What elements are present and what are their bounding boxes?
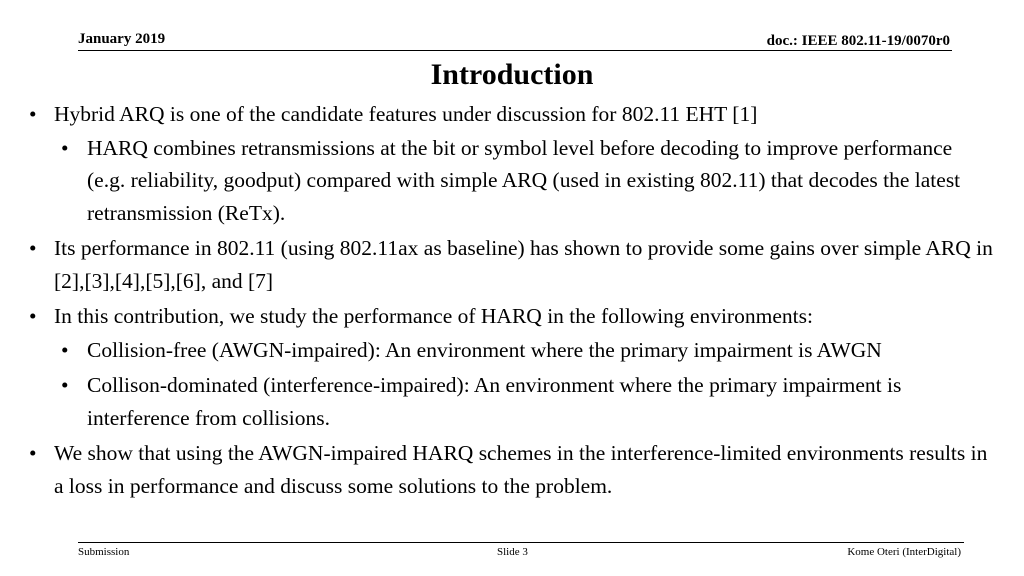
bullet-text: Collison-dominated (interference-impaired): An environment where the primary impairment is interference from collisions. — [87, 373, 902, 430]
bullet-text: Its performance in 802.11 (using 802.11ax as baseline) has shown to provide some gains over simple ARQ in [2],[3],[4],[5],[6], and [7] — [54, 236, 993, 293]
bullet-text: HARQ combines retransmissions at the bit or symbol level before decoding to improve performance (e.g. reliability, goodput) compared with simple ARQ (used in existing 802.11) that decodes the latest retransmission (ReTx). — [87, 135, 961, 225]
bullet-dot-icon: • — [61, 373, 69, 397]
header-divider — [78, 50, 952, 51]
slide-body — [0, 98, 1000, 503]
footer-submission: Submission — [78, 546, 130, 558]
header-document-id: doc.: IEEE 802.11-19/0070r0 — [766, 33, 950, 49]
header-date: January 2019 — [78, 31, 166, 47]
footer-slide-number: Slide 3 — [497, 546, 528, 558]
bullet-text: Collision-free (AWGN-impaired): An environment where the primary impairment is AWGN — [87, 337, 882, 362]
bullet-text: We show that using the AWGN-impaired HARQ schemes in the interference-limited environments results in a loss in performance and discuss some solutions to the problem. — [54, 441, 988, 498]
sub-bullet-item — [0, 369, 985, 434]
bullet-text: In this contribution, we study the performance of HARQ in the following environments: — [54, 304, 813, 328]
bullet-dot-icon: • — [29, 236, 37, 260]
bullet-dot-icon: • — [29, 441, 37, 465]
bullet-dot-icon: • — [29, 304, 37, 328]
bullet-dot-icon: • — [29, 102, 37, 126]
sub-bullet-item — [0, 334, 985, 367]
bullet-item — [0, 300, 1000, 333]
footer-author: Kome Oteri (InterDigital) — [847, 546, 961, 558]
footer-divider — [78, 542, 964, 543]
bullet-item — [0, 437, 1000, 502]
slide-title: Introduction — [430, 58, 594, 91]
bullet-item — [0, 232, 1000, 297]
bullet-item — [0, 98, 1000, 131]
bullet-dot-icon: • — [61, 135, 69, 160]
bullet-dot-icon: • — [61, 337, 69, 362]
bullet-text: Hybrid ARQ is one of the candidate features under discussion for 802.11 EHT [1] — [54, 102, 758, 126]
sub-bullet-item — [0, 132, 985, 230]
